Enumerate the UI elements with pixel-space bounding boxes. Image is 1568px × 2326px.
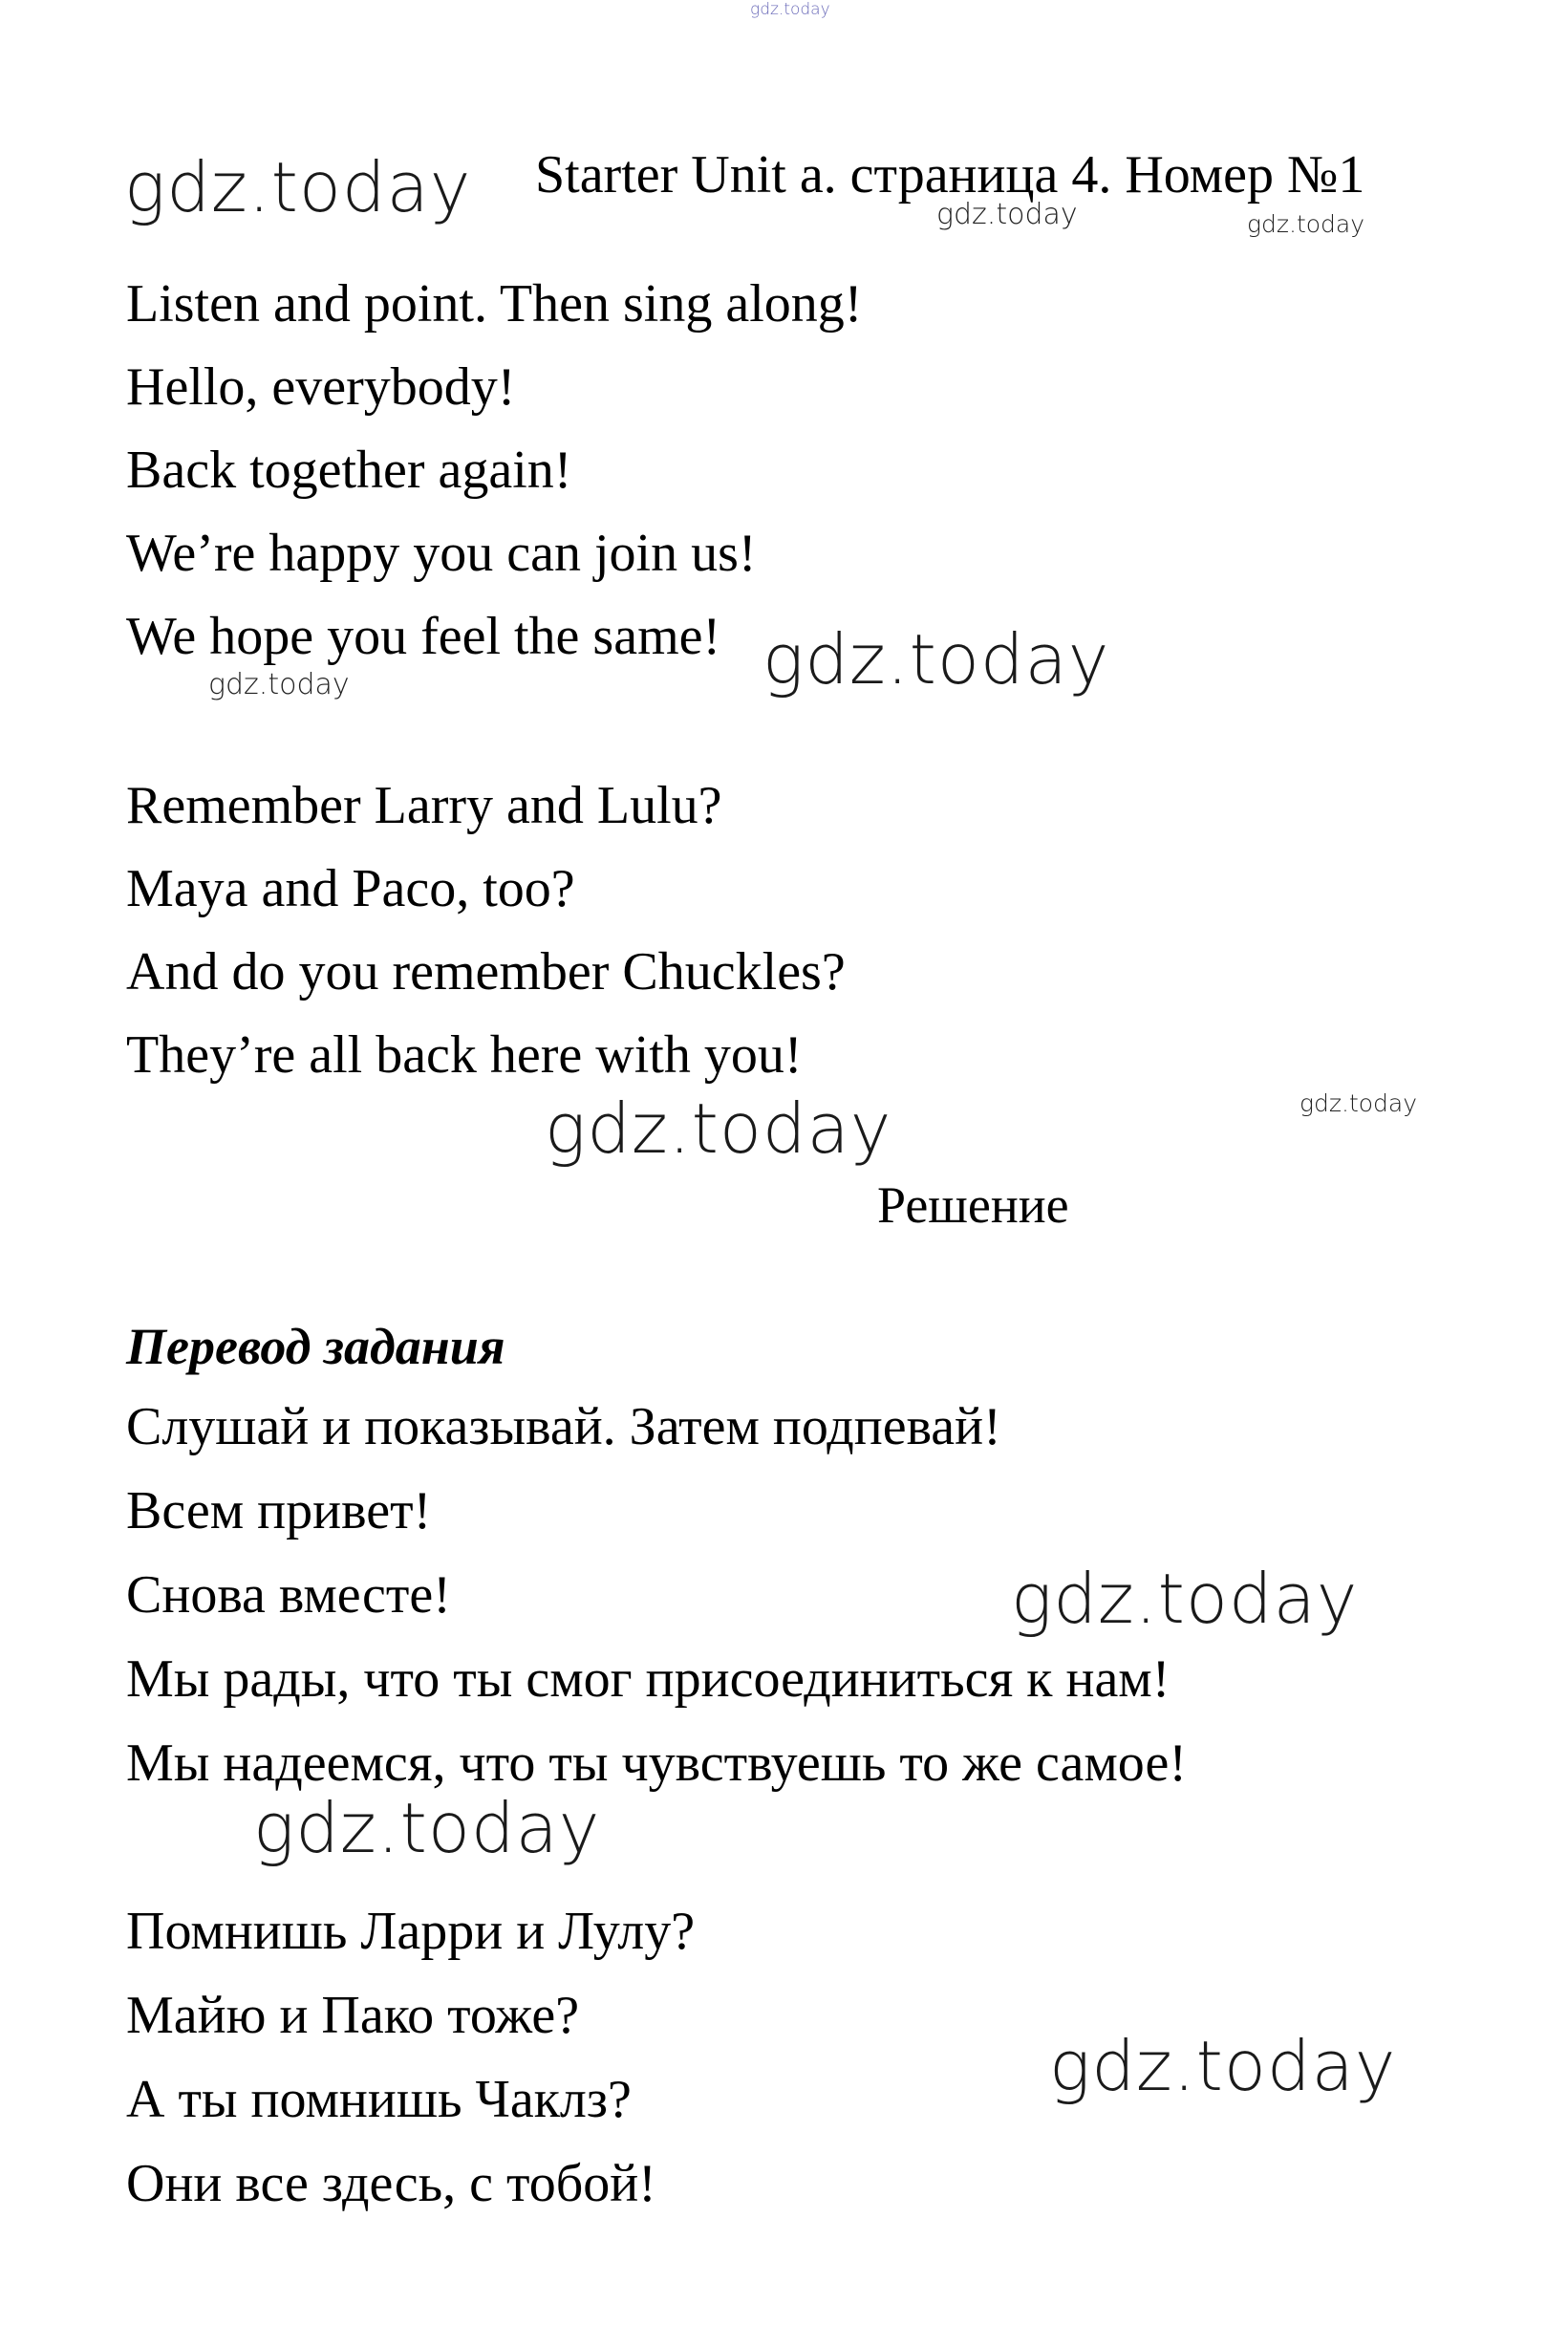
verse2-line: They’re all back here with you!	[126, 1025, 803, 1085]
watermark-top: gdz.today	[750, 0, 830, 19]
translation-instruction: Слушай и показывай. Затем подпевай!	[126, 1397, 1001, 1456]
watermark-translation-large: gdz.today	[1011, 1559, 1359, 1639]
watermark-translation-large: gdz.today	[1049, 2026, 1397, 2106]
translation-verse2-line: А ты помнишь Чаклз?	[126, 2070, 632, 2129]
watermark-header-large: gdz.today	[124, 147, 472, 227]
watermark-header-small: gdz.today	[936, 198, 1078, 231]
translation-verse1-line: Мы надеемся, что ты чувствуешь то же самое!	[126, 1734, 1187, 1793]
page-title: Starter Unit a. страница 4. Номер №1	[535, 145, 1365, 205]
verse1-line: Back together again!	[126, 441, 572, 500]
task-instruction: Listen and point. Then sing along!	[126, 274, 863, 334]
watermark-header-small: gdz.today	[1247, 210, 1365, 238]
solution-label: Решение	[877, 1176, 1069, 1234]
translation-heading: Перевод задания	[126, 1318, 505, 1375]
watermark-translation-large: gdz.today	[253, 1788, 601, 1868]
verse2-line: And do you remember Chuckles?	[126, 942, 846, 1001]
verse1-line: We’re happy you can join us!	[126, 524, 757, 583]
verse2-line: Maya and Paco, too?	[126, 859, 575, 918]
watermark-verse2-large: gdz.today	[545, 1088, 892, 1169]
translation-verse1-line: Всем привет!	[126, 1481, 432, 1540]
translation-verse2-line: Они все здесь, с тобой!	[126, 2154, 656, 2213]
watermark-verse1-large: gdz.today	[763, 619, 1110, 700]
watermark-verse2-small: gdz.today	[1300, 1089, 1418, 1117]
translation-verse1-line: Мы рады, что ты смог присоединиться к нам!	[126, 1649, 1171, 1709]
translation-verse2-line: Помнишь Ларри и Лулу?	[126, 1902, 696, 1961]
translation-verse2-line: Майю и Пако тоже?	[126, 1986, 580, 2045]
watermark-verse1-small: gdz.today	[208, 668, 350, 701]
verse1-line: We hope you feel the same!	[126, 607, 721, 666]
verse2-line: Remember Larry and Lulu?	[126, 776, 722, 835]
verse1-line: Hello, everybody!	[126, 357, 516, 417]
translation-verse1-line: Снова вместе!	[126, 1565, 451, 1625]
